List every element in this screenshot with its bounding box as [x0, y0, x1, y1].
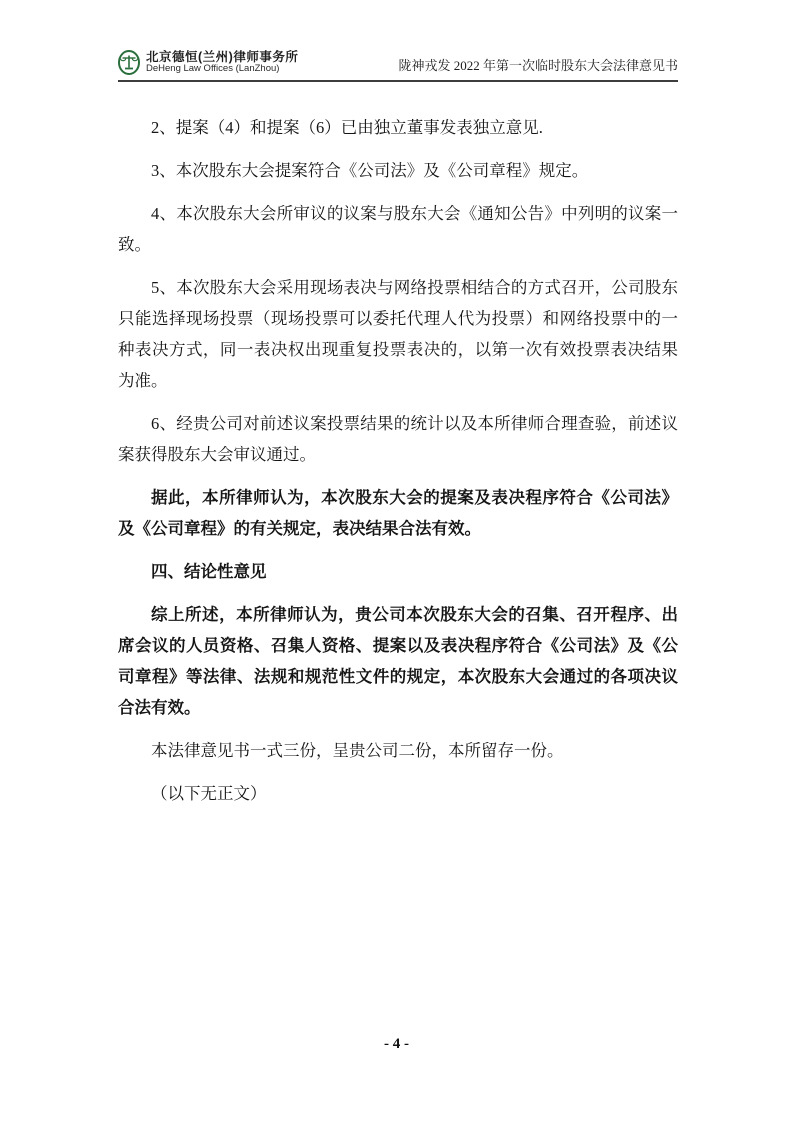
paragraph: 4、本次股东大会所审议的议案与股东大会《通知公告》中列明的议案一致。	[118, 204, 678, 254]
document-header-title: 陇神戎发 2022 年第一次临时股东大会法律意见书	[398, 58, 678, 74]
page-header	[118, 50, 678, 82]
paragraph: 2、提案（4）和提案（6）已由独立董事发表独立意见.	[151, 118, 543, 137]
law-firm-name-cn: 北京德恒(兰州)律师事务所	[146, 50, 299, 64]
deheng-scales-logo-icon	[118, 50, 140, 75]
paragraph: 6、经贵公司对前述议案投票结果的统计以及本所律师合理查验，前述议案获得股东大会审议通过。	[118, 414, 678, 464]
paragraph: 本法律意见书一式三份，呈贵公司二份，本所留存一份。	[151, 741, 564, 760]
paragraph: （以下无正文）	[151, 784, 267, 803]
paragraph: 综上所述，本所律师认为，贵公司本次股东大会的召集、召开程序、出席会议的人员资格、召集人资格、提案以及表决程序符合《公司法》及《公司章程》等法律、法规和规范性文件的规定，本次股东大会通过的各项决议合法有效。	[118, 605, 678, 717]
section-heading: 四、结论性意见	[151, 562, 267, 581]
law-firm-brand	[118, 50, 298, 75]
paragraph: 5、本次股东大会采用现场表决与网络投票相结合的方式召开，公司股东只能选择现场投票（现场投票可以委托代理人代为投票）和网络投票中的一种表决方式，同一表决权出现重复投票表决的，以第一次有效投票表决结果为准。	[118, 278, 678, 390]
paragraph: 3、本次股东大会提案符合《公司法》及《公司章程》规定。	[151, 161, 589, 180]
page-number: - 4 -	[384, 1036, 409, 1052]
paragraph: 据此，本所律师认为，本次股东大会的提案及表决程序符合《公司法》及《公司章程》的有关规定，表决结果合法有效。	[118, 488, 678, 538]
law-firm-names	[146, 50, 298, 75]
document-body	[118, 112, 678, 821]
law-firm-name-en: DeHeng Law Offices (LanZhou)	[146, 63, 280, 75]
